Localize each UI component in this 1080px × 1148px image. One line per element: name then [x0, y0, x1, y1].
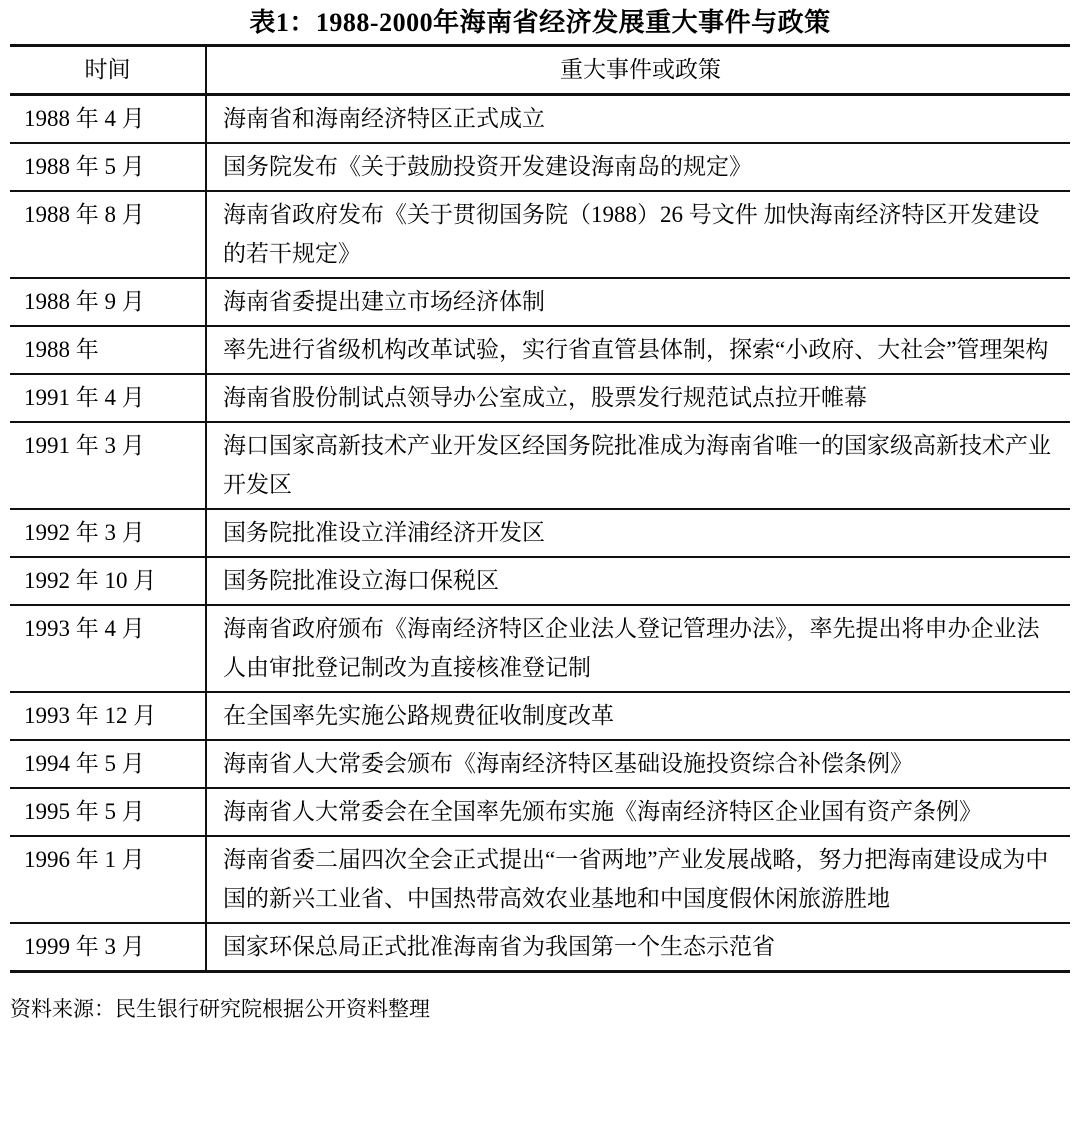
table-title: 表1：1988-2000年海南省经济发展重大事件与政策	[249, 8, 831, 37]
cell-event: 国务院发布《关于鼓励投资开发建设海南岛的规定》	[206, 143, 1070, 191]
cell-time: 1991 年 4 月	[10, 374, 206, 422]
cell-event: 海南省人大常委会在全国率先颁布实施《海南经济特区企业国有资产条例》	[206, 788, 1070, 836]
table-row	[10, 836, 1070, 923]
table-row	[10, 692, 1070, 740]
cell-time: 1988 年 5 月	[10, 143, 206, 191]
cell-time: 1992 年 10 月	[10, 557, 206, 605]
cell-event: 海南省股份制试点领导办公室成立，股票发行规范试点拉开帷幕	[206, 374, 1070, 422]
cell-event: 海南省和海南经济特区正式成立	[206, 95, 1070, 144]
table-body	[10, 95, 1070, 972]
cell-time: 1994 年 5 月	[10, 740, 206, 788]
cell-time: 1992 年 3 月	[10, 509, 206, 557]
table-container	[0, 44, 1080, 973]
cell-event: 海南省委二届四次全会正式提出“一省两地”产业发展战略，努力把海南建设成为中国的新兴工业省、中国热带高效农业基地和中国度假休闲旅游胜地	[206, 836, 1070, 923]
table-row	[10, 374, 1070, 422]
table-row	[10, 605, 1070, 692]
table-row	[10, 923, 1070, 972]
cell-time: 1993 年 4 月	[10, 605, 206, 692]
cell-time: 1996 年 1 月	[10, 836, 206, 923]
table-row	[10, 740, 1070, 788]
cell-event: 海南省政府颁布《海南经济特区企业法人登记管理办法》，率先提出将申办企业法人由审批登记制改为直接核准登记制	[206, 605, 1070, 692]
cell-event: 国务院批准设立海口保税区	[206, 557, 1070, 605]
column-header-time: 时间	[10, 46, 206, 95]
cell-event: 海南省政府发布《关于贯彻国务院（1988）26 号文件 加快海南经济特区开发建设的若干规定》	[206, 191, 1070, 278]
cell-time: 1993 年 12 月	[10, 692, 206, 740]
cell-event: 率先进行省级机构改革试验，实行省直管县体制，探索“小政府、大社会”管理架构	[206, 326, 1070, 374]
cell-time: 1991 年 3 月	[10, 422, 206, 509]
events-table	[10, 44, 1070, 973]
source-note: 资料来源：民生银行研究院根据公开资料整理	[10, 997, 430, 1021]
cell-event: 海南省委提出建立市场经济体制	[206, 278, 1070, 326]
cell-event: 国家环保总局正式批准海南省为我国第一个生态示范省	[206, 923, 1070, 972]
column-header-event: 重大事件或政策	[206, 46, 1070, 95]
cell-time: 1995 年 5 月	[10, 788, 206, 836]
cell-time: 1988 年 4 月	[10, 95, 206, 144]
table-header	[10, 46, 1070, 95]
cell-time: 1988 年 8 月	[10, 191, 206, 278]
table-row	[10, 326, 1070, 374]
cell-event: 国务院批准设立洋浦经济开发区	[206, 509, 1070, 557]
table-row	[10, 95, 1070, 144]
table-row	[10, 788, 1070, 836]
cell-event: 在全国率先实施公路规费征收制度改革	[206, 692, 1070, 740]
table-row	[10, 509, 1070, 557]
cell-time: 1988 年	[10, 326, 206, 374]
cell-time: 1999 年 3 月	[10, 923, 206, 972]
cell-event: 海口国家高新技术产业开发区经国务院批准成为海南省唯一的国家级高新技术产业开发区	[206, 422, 1070, 509]
table-row	[10, 557, 1070, 605]
table-row	[10, 191, 1070, 278]
table-row	[10, 422, 1070, 509]
table-row	[10, 278, 1070, 326]
table-header-row	[10, 46, 1070, 95]
cell-event: 海南省人大常委会颁布《海南经济特区基础设施投资综合补偿条例》	[206, 740, 1070, 788]
cell-time: 1988 年 9 月	[10, 278, 206, 326]
table-row	[10, 143, 1070, 191]
